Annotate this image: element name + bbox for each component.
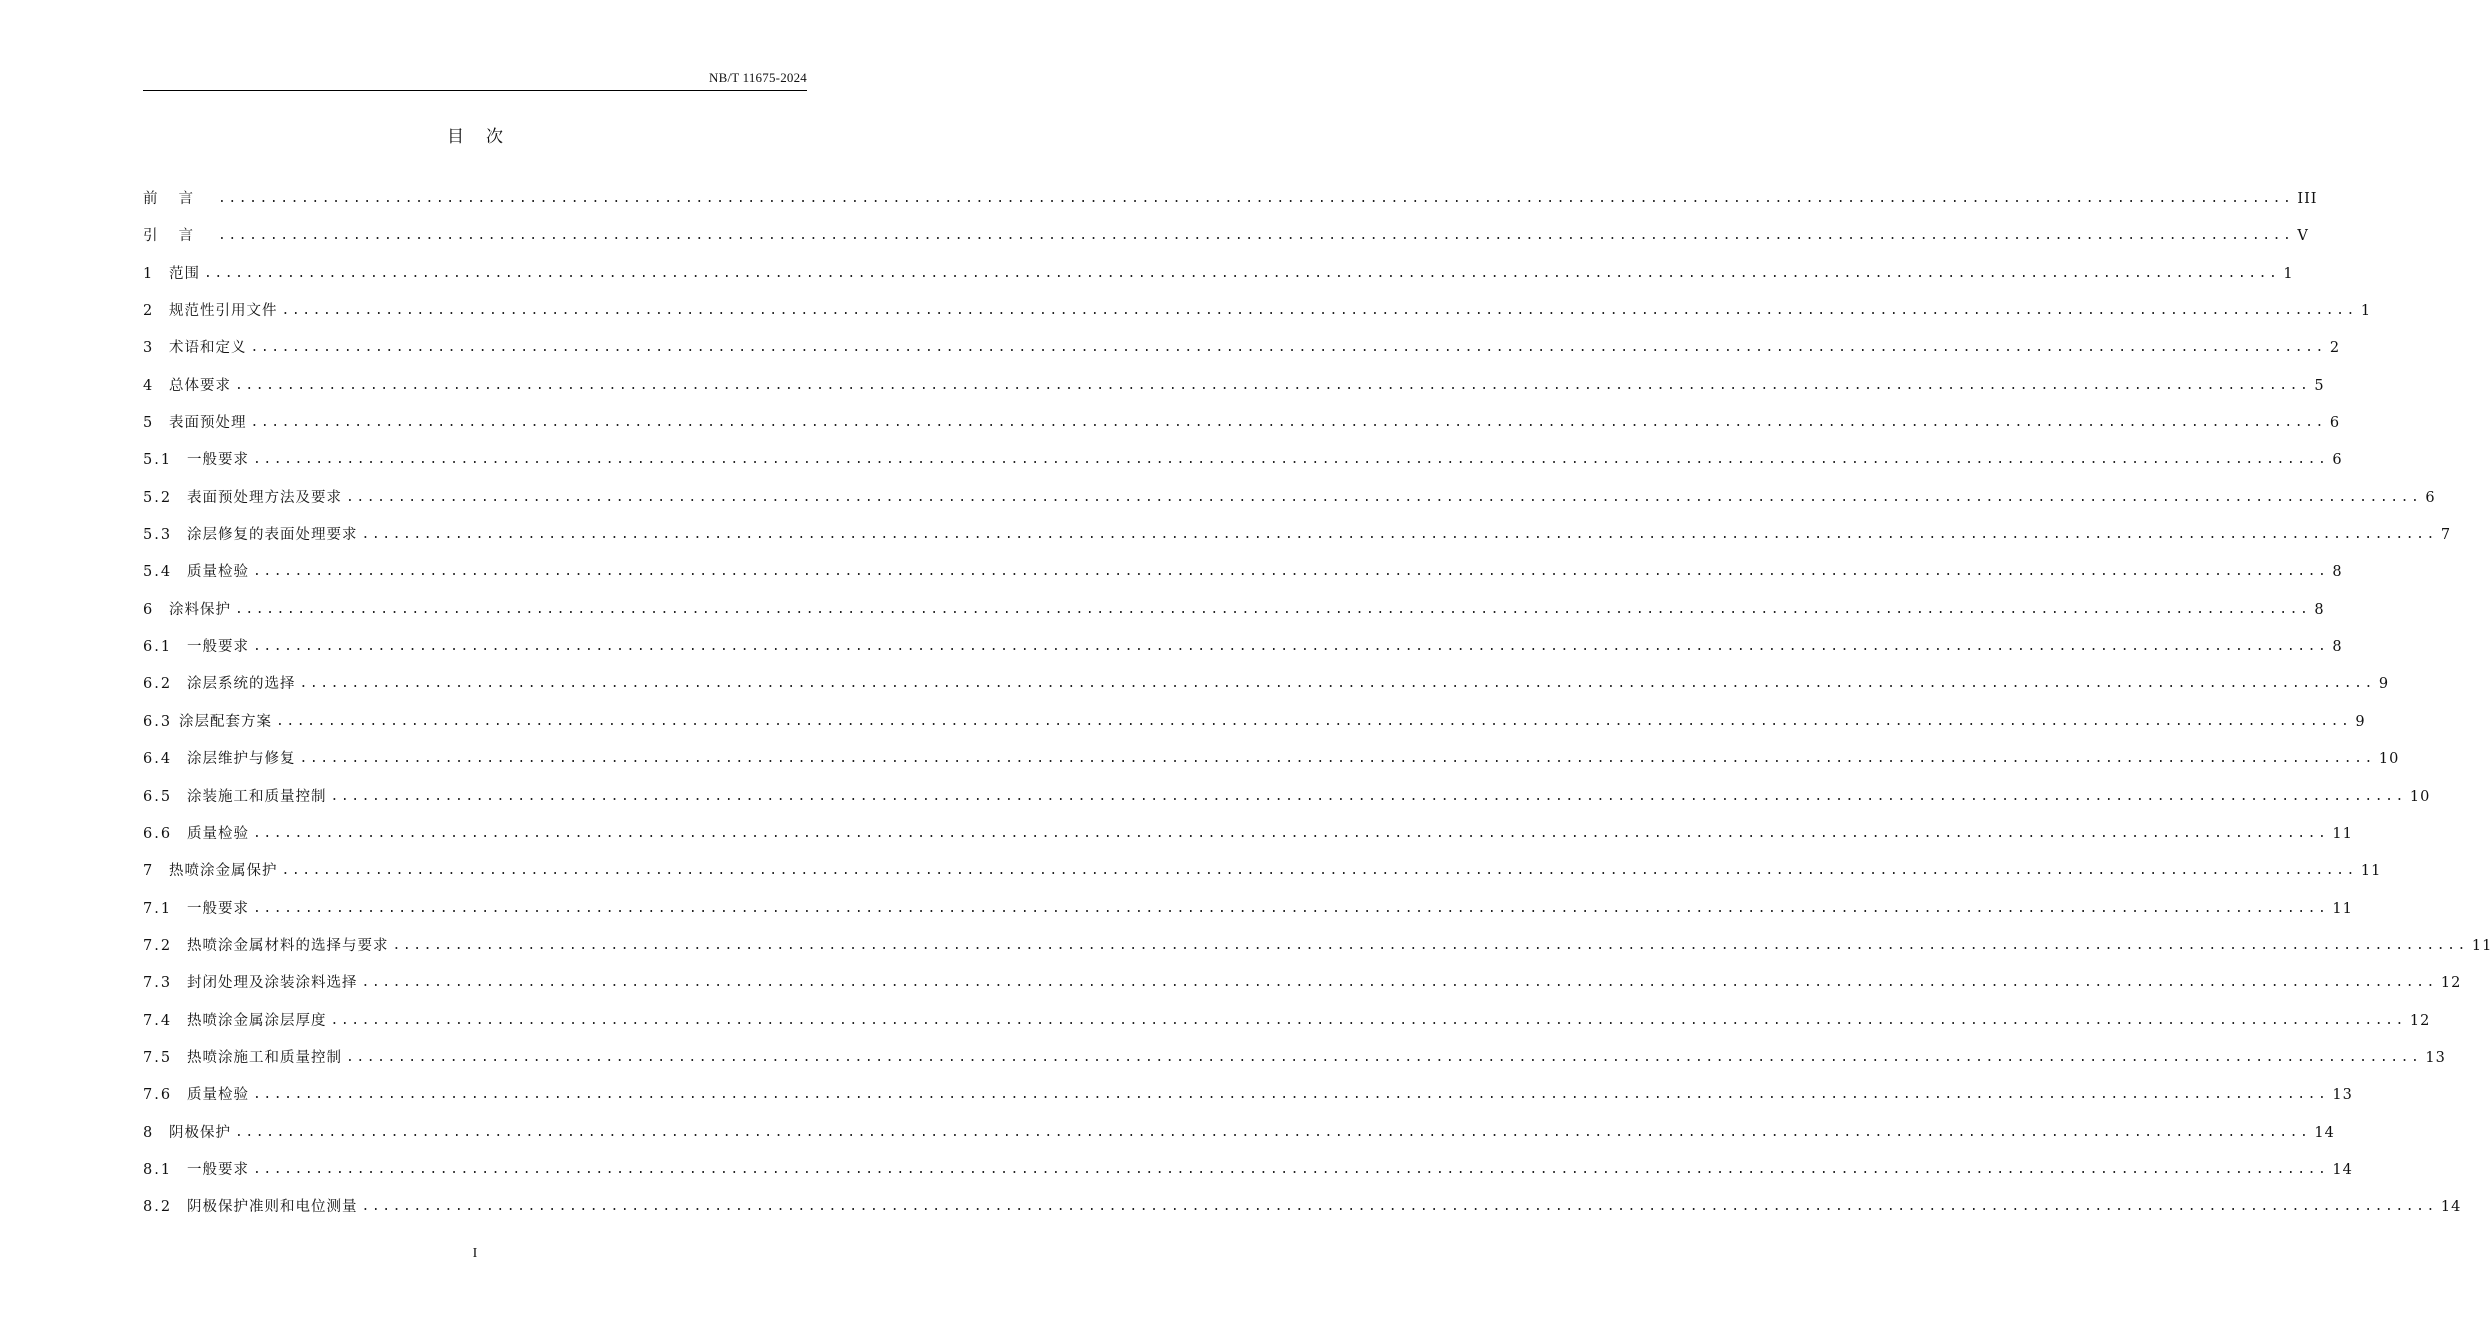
toc-entry-label: 涂层维护与修复 [187, 751, 296, 768]
toc-entry-page: 10 [2378, 751, 2400, 768]
toc-dot-leader: ........................................................................................................................................................................................................ [281, 303, 2357, 319]
toc-entry-number: 8.1 [143, 1161, 173, 1178]
toc-dot-leader: ........................................................................................................................................................................................................ [361, 975, 2437, 991]
toc-entry[interactable] [143, 1010, 2431, 1047]
toc-entry-label: 术语和定义 [169, 340, 247, 357]
toc-entry-label: 封闭处理及涂装涂料选择 [187, 975, 358, 992]
toc-entry-number: 5.2 [143, 489, 173, 506]
toc-entry[interactable] [143, 1047, 2446, 1084]
toc-entry-label: 涂层系统的选择 [187, 676, 296, 693]
toc-entry[interactable] [143, 823, 2353, 860]
toc-dot-leader: ........................................................................................................................................................................................................ [250, 415, 2326, 431]
toc-entry-page: 11 [2332, 825, 2353, 842]
toc-dot-leader: ........................................................................................................................................................................................................ [235, 377, 2311, 393]
toc-entry-label: 热喷涂施工和质量控制 [187, 1049, 342, 1066]
toc-dot-leader: ........................................................................................................................................................................................................ [361, 527, 2437, 543]
toc-entry-number: 7.5 [143, 1049, 173, 1066]
toc-entry[interactable] [143, 561, 2343, 598]
toc-entry-number: 4 [143, 377, 155, 394]
toc-entry[interactable] [143, 935, 2492, 972]
toc-entry-page: 5 [2314, 377, 2325, 394]
toc-dot-leader: ........................................................................................................................................................................................................ [218, 191, 2294, 206]
toc-entry[interactable] [143, 1196, 2462, 1233]
toc-entry-number: 5 [143, 415, 155, 432]
page-header [143, 70, 807, 91]
toc-entry-label: 热喷涂金属材料的选择与要求 [187, 937, 389, 954]
toc-entry-page: 6 [2332, 452, 2343, 469]
toc-entry-page: 14 [2332, 1161, 2353, 1178]
toc-entry-label: 阴极保护 [169, 1124, 231, 1141]
toc-entry-page: 7 [2440, 527, 2452, 544]
toc-entry-label: 一般要求 [187, 452, 249, 469]
toc-entry-label: 涂层配套方案 [179, 713, 272, 730]
toc-entry-label: 质量检验 [187, 564, 249, 581]
toc-dot-leader: ........................................................................................................................................................................................................ [250, 340, 2326, 356]
toc-entry-page: 11 [2332, 900, 2353, 917]
toc-dot-leader: ........................................................................................................................................................................................................ [253, 1161, 2329, 1177]
toc-entry-number: 6.3 [143, 713, 173, 730]
toc-entry-page: 11 [2471, 937, 2492, 954]
toc-entry[interactable] [143, 711, 2366, 748]
toc-dot-leader: ........................................................................................................................................................................................................ [204, 265, 2280, 281]
toc-entry-page: 13 [2425, 1049, 2446, 1066]
toc-entry-label: 前言 [143, 191, 214, 207]
toc-entry[interactable] [143, 300, 2372, 337]
toc-entry-page: 6 [2425, 489, 2436, 506]
toc-dot-leader: ........................................................................................................................................................................................................ [253, 564, 2329, 580]
toc-dot-leader: ........................................................................................................................................................................................................ [253, 900, 2329, 916]
toc-entry-number: 8.2 [143, 1199, 173, 1216]
toc-entry-page: 9 [2378, 676, 2390, 693]
toc-entry[interactable] [143, 972, 2462, 1009]
toc-entry-number: 6 [143, 601, 155, 618]
toc-entry-label: 质量检验 [187, 1087, 249, 1104]
toc-entry[interactable] [143, 636, 2343, 673]
toc-entry[interactable] [143, 860, 2382, 897]
toc-entry-page: 12 [2440, 975, 2462, 992]
toc-entry[interactable] [143, 898, 2353, 935]
toc-entry[interactable] [143, 673, 2390, 710]
toc-entry-label: 热喷涂金属涂层厚度 [187, 1012, 327, 1029]
toc-title: 目次 [447, 127, 525, 147]
toc-entry-label: 涂层修复的表面处理要求 [187, 527, 358, 544]
toc-entry[interactable] [143, 599, 2325, 636]
toc-entry[interactable] [143, 524, 2452, 561]
toc-entry[interactable] [143, 1084, 2353, 1121]
toc-entry[interactable] [143, 1159, 2353, 1196]
toc-entry-label: 质量检验 [187, 825, 249, 842]
toc-entry-number: 5.1 [143, 452, 173, 469]
toc-entry-label: 引言 [143, 228, 214, 245]
toc-entry-label: 一般要求 [187, 1161, 249, 1178]
toc-entry-number: 6.6 [143, 825, 173, 842]
toc-entry-number: 6.1 [143, 639, 173, 656]
toc-entry-page: III [2297, 191, 2318, 207]
toc-dot-leader: ........................................................................................................................................................................................................ [253, 452, 2329, 468]
footer-page-number: I [472, 1246, 478, 1261]
toc-dot-leader: ........................................................................................................................................................................................................ [276, 713, 2352, 729]
toc-entry[interactable] [143, 786, 2431, 823]
toc-dot-leader: ........................................................................................................................................................................................................ [281, 863, 2357, 879]
toc-entry-page: V [2297, 228, 2309, 245]
toc-dot-leader: ........................................................................................................................................................................................................ [361, 1199, 2437, 1215]
table-of-contents [143, 188, 2492, 1234]
toc-dot-leader: ........................................................................................................................................................................................................ [346, 489, 2422, 505]
document-number: NB/T 11675-2024 [709, 70, 807, 85]
toc-entry[interactable] [143, 188, 2318, 225]
toc-entry[interactable] [143, 412, 2341, 449]
toc-entry-number: 7.3 [143, 975, 173, 992]
toc-entry-page: 9 [2355, 713, 2366, 730]
toc-dot-leader: ........................................................................................................................................................................................................ [392, 937, 2468, 953]
toc-entry-page: 12 [2409, 1012, 2431, 1029]
toc-entry[interactable] [143, 449, 2343, 486]
toc-entry-number: 7.6 [143, 1087, 173, 1104]
toc-entry-page: 13 [2332, 1087, 2353, 1104]
toc-dot-leader: ........................................................................................................................................................................................................ [235, 601, 2311, 617]
toc-entry-label: 一般要求 [187, 900, 249, 917]
toc-dot-leader: ........................................................................................................................................................................................................ [330, 1012, 2406, 1028]
toc-entry[interactable] [143, 487, 2436, 524]
toc-entry-number: 1 [143, 265, 155, 282]
toc-entry-number: 5.3 [143, 527, 173, 544]
toc-entry[interactable] [143, 337, 2341, 374]
toc-entry-page: 2 [2329, 340, 2341, 357]
toc-dot-leader: ........................................................................................................................................................................................................ [235, 1124, 2311, 1140]
toc-entry[interactable] [143, 375, 2325, 412]
toc-entry-label: 一般要求 [187, 639, 249, 656]
toc-entry-page: 11 [2360, 863, 2382, 880]
toc-entry-label: 涂装施工和质量控制 [187, 788, 327, 805]
toc-entry-page: 1 [2360, 303, 2372, 320]
toc-entry-page: 14 [2440, 1199, 2462, 1216]
toc-dot-leader: ........................................................................................................................................................................................................ [218, 228, 2294, 244]
toc-entry-page: 8 [2314, 601, 2325, 618]
toc-entry-number: 7 [143, 863, 155, 880]
toc-entry-page: 10 [2409, 788, 2431, 805]
toc-entry-label: 表面预处理方法及要求 [187, 489, 342, 506]
toc-entry-number: 3 [143, 340, 155, 357]
toc-entry[interactable] [143, 225, 2309, 262]
toc-dot-leader: ........................................................................................................................................................................................................ [346, 1049, 2422, 1065]
toc-dot-leader: ........................................................................................................................................................................................................ [299, 751, 2375, 767]
toc-dot-leader: ........................................................................................................................................................................................................ [253, 1087, 2329, 1103]
toc-dot-leader: ........................................................................................................................................................................................................ [253, 639, 2329, 655]
toc-entry-number: 6.2 [143, 676, 173, 693]
toc-entry-label: 阴极保护准则和电位测量 [187, 1199, 358, 1216]
toc-entry-label: 总体要求 [169, 377, 231, 394]
toc-dot-leader: ........................................................................................................................................................................................................ [253, 825, 2329, 841]
toc-entry-label: 热喷涂金属保护 [169, 863, 278, 880]
toc-entry[interactable] [143, 263, 2294, 300]
toc-entry-number: 6.5 [143, 788, 173, 805]
toc-dot-leader: ........................................................................................................................................................................................................ [330, 788, 2406, 804]
toc-entry-page: 1 [2283, 265, 2294, 282]
toc-entry-number: 8 [143, 1124, 155, 1141]
toc-entry-number: 5.4 [143, 564, 173, 581]
toc-entry-page: 8 [2332, 564, 2343, 581]
toc-dot-leader: ........................................................................................................................................................................................................ [299, 676, 2375, 692]
toc-entry-label: 范围 [169, 265, 200, 282]
toc-entry-page: 6 [2329, 415, 2341, 432]
toc-entry-number: 2 [143, 303, 155, 320]
toc-entry-number: 7.4 [143, 1012, 173, 1029]
toc-entry-label: 涂料保护 [169, 601, 231, 618]
toc-entry-page: 14 [2314, 1124, 2335, 1141]
toc-entry[interactable] [143, 1122, 2335, 1159]
toc-entry-number: 7.1 [143, 900, 173, 917]
toc-entry-label: 表面预处理 [169, 415, 247, 432]
toc-entry[interactable] [143, 748, 2400, 785]
toc-entry-number: 7.2 [143, 937, 173, 954]
toc-entry-page: 8 [2332, 639, 2343, 656]
toc-entry-label: 规范性引用文件 [169, 303, 278, 320]
toc-entry-number: 6.4 [143, 751, 173, 768]
